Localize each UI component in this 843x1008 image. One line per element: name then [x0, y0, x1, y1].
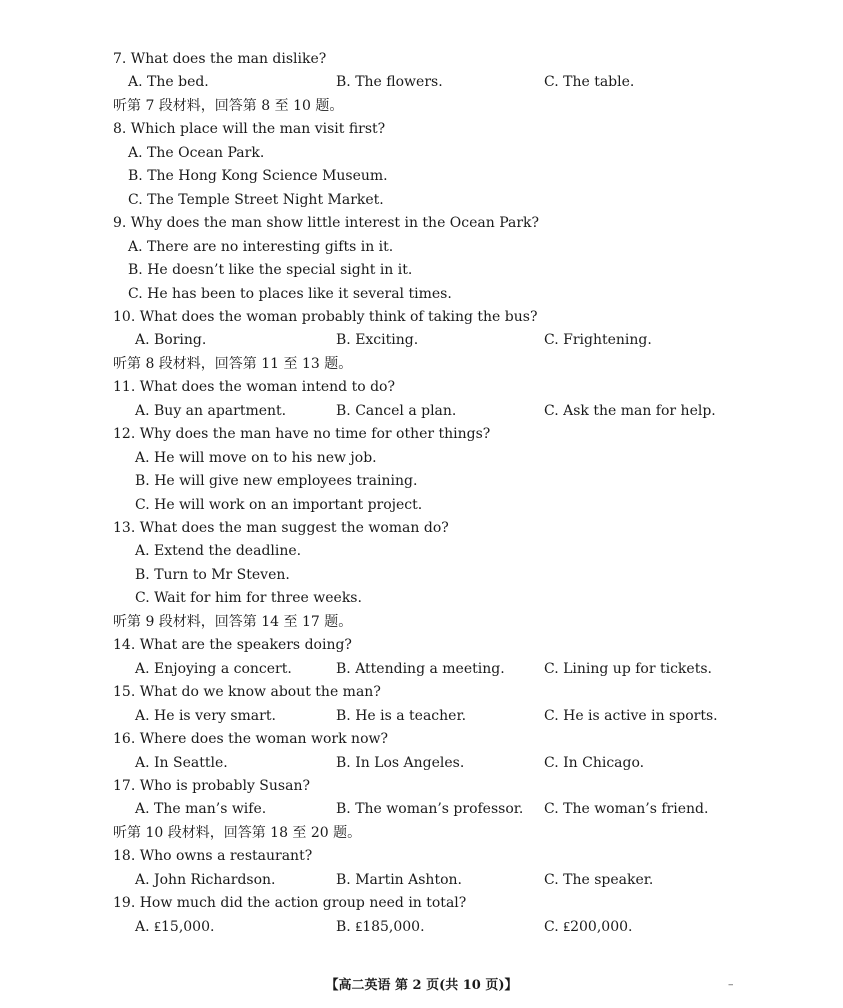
question-text: 9. Why does the man show little interest in the Ocean Park? [113, 215, 540, 231]
answer-option-a: A. Boring. [135, 332, 207, 348]
question-text: 17. Who is probably Susan? [113, 778, 310, 794]
answer-option: B. He doesn’t like the special sight in it. [128, 262, 413, 278]
section-instruction: 听第 7 段材料，回答第 8 至 10 题。 [113, 98, 344, 114]
answer-option-a: A. Buy an apartment. [135, 403, 287, 419]
page-footer: 【高二英语 第 2 页(共 10 页)】 [325, 978, 518, 993]
answer-option-a: A. The bed. [128, 74, 209, 90]
answer-option-c: C. He is active in sports. [544, 708, 718, 724]
answer-option: B. He will give new employees training. [135, 473, 418, 489]
answer-option-a: A. Enjoying a concert. [135, 661, 292, 677]
section-instruction: 听第 9 段材料，回答第 14 至 17 题。 [113, 614, 353, 630]
section-instruction: 听第 8 段材料，回答第 11 至 13 题。 [113, 356, 353, 372]
answer-option-b: B. Cancel a plan. [336, 403, 457, 419]
question-text: 8. Which place will the man visit first? [113, 121, 386, 137]
answer-option-c: C. Lining up for tickets. [544, 661, 712, 677]
question-text: 10. What does the woman probably think of taking the bus? [113, 309, 538, 325]
answer-option-b: B. Attending a meeting. [336, 661, 505, 677]
answer-option-c: C. ₤200,000. [544, 919, 633, 935]
answer-option-b: B. In Los Angeles. [336, 755, 465, 771]
answer-option-b: B. He is a teacher. [336, 708, 467, 724]
answer-option: C. He has been to places like it several times. [128, 286, 452, 302]
answer-option: C. He will work on an important project. [135, 497, 423, 513]
answer-option: B. Turn to Mr Steven. [135, 567, 290, 583]
answer-option: A. There are no interesting gifts in it. [128, 239, 394, 255]
answer-option: C. The Temple Street Night Market. [128, 192, 384, 208]
answer-option: C. Wait for him for three weeks. [135, 590, 362, 606]
answer-option-a: A. ₤15,000. [135, 919, 215, 935]
answer-option-b: B. ₤185,000. [336, 919, 425, 935]
answer-option: A. The Ocean Park. [128, 145, 265, 161]
question-text: 14. What are the speakers doing? [113, 637, 352, 653]
answer-option-a: A. He is very smart. [135, 708, 276, 724]
answer-option: B. The Hong Kong Science Museum. [128, 168, 388, 184]
answer-option-c: C. Ask the man for help. [544, 403, 716, 419]
answer-option: A. He will move on to his new job. [135, 450, 377, 466]
answer-option-c: C. The table. [544, 74, 635, 90]
section-instruction: 听第 10 段材料，回答第 18 至 20 题。 [113, 825, 362, 841]
answer-option-c: C. Frightening. [544, 332, 652, 348]
answer-option-a: A. In Seattle. [135, 755, 228, 771]
question-text: 12. Why does the man have no time for other things? [113, 426, 491, 442]
question-text: 13. What does the man suggest the woman do? [113, 520, 449, 536]
answer-option-b: B. Exciting. [336, 332, 419, 348]
answer-option-c: C. In Chicago. [544, 755, 645, 771]
question-text: 11. What does the woman intend to do? [113, 379, 395, 395]
answer-option-b: B. The woman’s professor. [336, 801, 524, 817]
question-text: 16. Where does the woman work now? [113, 731, 388, 747]
answer-option-a: A. The man’s wife. [135, 801, 267, 817]
question-text: 18. Who owns a restaurant? [113, 848, 313, 864]
footer-mark: – [728, 978, 734, 991]
answer-option-a: A. John Richardson. [135, 872, 276, 888]
answer-option-c: C. The woman’s friend. [544, 801, 709, 817]
question-text: 15. What do we know about the man? [113, 684, 381, 700]
question-text: 19. How much did the action group need in total? [113, 895, 467, 911]
answer-option-c: C. The speaker. [544, 872, 654, 888]
answer-option-b: B. The flowers. [336, 74, 443, 90]
answer-option-b: B. Martin Ashton. [336, 872, 462, 888]
question-text: 7. What does the man dislike? [113, 51, 327, 67]
answer-option: A. Extend the deadline. [135, 543, 302, 559]
